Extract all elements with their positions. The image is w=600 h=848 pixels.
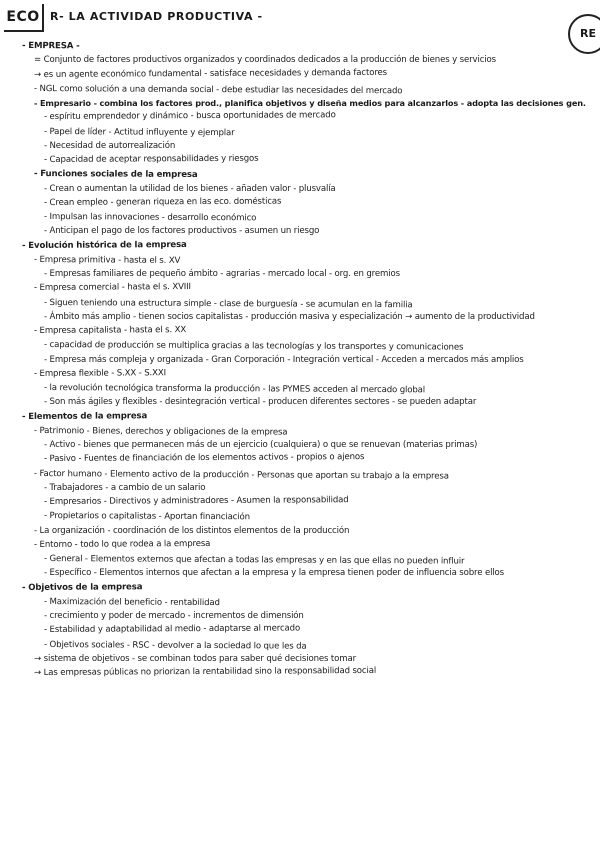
note-line: - Específico - Elementos internos que afectan a la empresa y la empresa tienen poder de influencia sobre ellos bbox=[44, 568, 504, 579]
note-line: - Funciones sociales de la empresa bbox=[33, 169, 198, 181]
note-line: - Empresa comercial - hasta el s. XVIII bbox=[33, 282, 191, 294]
note-line: - Son más ágiles y flexibles - desintegración vertical - producen diferentes sectores - se pueden adaptar bbox=[44, 397, 477, 408]
note-line: - Empresario - combina los factores prod., planifica objetivos y diseña medios para alcanzarlos - adopta las decisiones gen. bbox=[34, 98, 586, 108]
note-line: - Siguen teniendo una estructura simple - clase de burguesía - se acumulan en la familia bbox=[43, 297, 413, 310]
subject-label: ECO bbox=[4, 4, 44, 32]
note-line: - Empresa más compleja y organizada - Gran Corporación - Integración vertical - Acceden a mercados más amplios bbox=[44, 354, 524, 365]
note-line: - Capacidad de aceptar responsabilidades y riesgos bbox=[43, 153, 259, 165]
note-line: → es un agente económico fundamental - satisface necesidades y demanda factores bbox=[33, 67, 388, 80]
note-line: - Pasivo - Fuentes de financiación de los elementos activos - propios o ajenos bbox=[43, 452, 365, 465]
note-line: → Las empresas públicas no priorizan la rentabilidad sino la responsabilidad social bbox=[33, 665, 377, 678]
note-line: - Anticipan el pago de los factores productivos - asumen un riesgo bbox=[44, 226, 320, 237]
re-badge: RE bbox=[568, 14, 600, 54]
note-line: - Entorno - todo lo que rodea a la empresa bbox=[33, 538, 211, 550]
note-line: - Impulsan las innovaciones - desarrollo económico bbox=[43, 212, 257, 224]
note-line: - Empresa capitalista - hasta el s. XX bbox=[33, 325, 187, 336]
note-line: - La organización - coordinación de los distintos elementos de la producción bbox=[34, 525, 350, 536]
note-line: = Conjunto de factores productivos organizados y coordinados dedicados a la producción de bienes y servicios bbox=[34, 55, 496, 66]
note-line: - Propietarios o capitalistas - Aportan financiación bbox=[43, 511, 250, 523]
note-line: - Objetivos sociales - RSC - devolver a la sociedad lo que les da bbox=[43, 639, 307, 652]
note-line: - Objetivos de la empresa bbox=[21, 581, 143, 593]
note-line: - Empresa primitiva - hasta el s. XV bbox=[33, 254, 181, 266]
note-line: - Empresas familiares de pequeño ámbito - agrarias - mercado local - org. en gremios bbox=[44, 269, 400, 279]
note-line: - Necesidad de autorrealización bbox=[44, 140, 176, 151]
note-line: - crecimiento y poder de mercado - incrementos de dimensión bbox=[44, 611, 304, 621]
note-line: - Estabilidad y adaptabilidad al medio - adaptarse al mercado bbox=[43, 623, 301, 636]
note-line: - NGL como solución a una demanda social - debe estudiar las necesidades del mercado bbox=[33, 83, 403, 97]
note-line: - Factor humano - Elemento activo de la producción - Personas que aportan su trabajo a la empresa bbox=[33, 468, 449, 482]
note-line: - Ámbito más amplio - tienen socios capitalistas - producción masiva y especialización → aumento de la productividad bbox=[44, 311, 535, 322]
note-line: - Trabajadores - a cambio de un salario bbox=[44, 482, 206, 493]
note-line: - Crean o aumentan la utilidad de los bienes - añaden valor - plusvalía bbox=[44, 183, 336, 194]
note-line: - EMPRESA - bbox=[21, 41, 80, 52]
note-line: - espíritu emprendedor y dinámico - busca oportunidades de mercado bbox=[43, 110, 336, 123]
note-line: - Papel de líder - Actitud influyente y ejemplar bbox=[43, 126, 235, 138]
note-line: - Maximización del beneficio - rentabilidad bbox=[43, 596, 220, 608]
page-title: R- LA ACTIVIDAD PRODUCTIVA - bbox=[50, 10, 263, 23]
note-line: - Empresa flexible - S.XX - S.XXI bbox=[33, 367, 167, 379]
note-line: - Patrimonio - Bienes, derechos y obligaciones de la empresa bbox=[33, 425, 288, 438]
note-line: - Crean empleo - generan riqueza en las eco. domésticas bbox=[43, 196, 282, 208]
note-line: - Evolución histórica de la empresa bbox=[21, 239, 187, 251]
note-line: - Activo - bienes que permanecen más de un ejercicio (cualquiera) o que se renuevan (materias primas) bbox=[44, 440, 478, 450]
note-line: - General - Elementos externos que afectan a todas las empresas y en las que ellas no pueden influir bbox=[43, 554, 465, 567]
note-line: → sistema de objetivos - se combinan todos para saber qué decisiones tomar bbox=[34, 653, 356, 664]
note-line: - Elementos de la empresa bbox=[21, 410, 148, 422]
note-line: - la revolución tecnológica transforma la producción - las PYMES acceden al mercado global bbox=[43, 383, 426, 396]
note-line: - capacidad de producción se multiplica gracias a las tecnologías y los transportes y comunicaciones bbox=[43, 340, 464, 353]
note-line: - Empresarios - Directivos y administradores - Asumen la responsabilidad bbox=[43, 495, 349, 507]
